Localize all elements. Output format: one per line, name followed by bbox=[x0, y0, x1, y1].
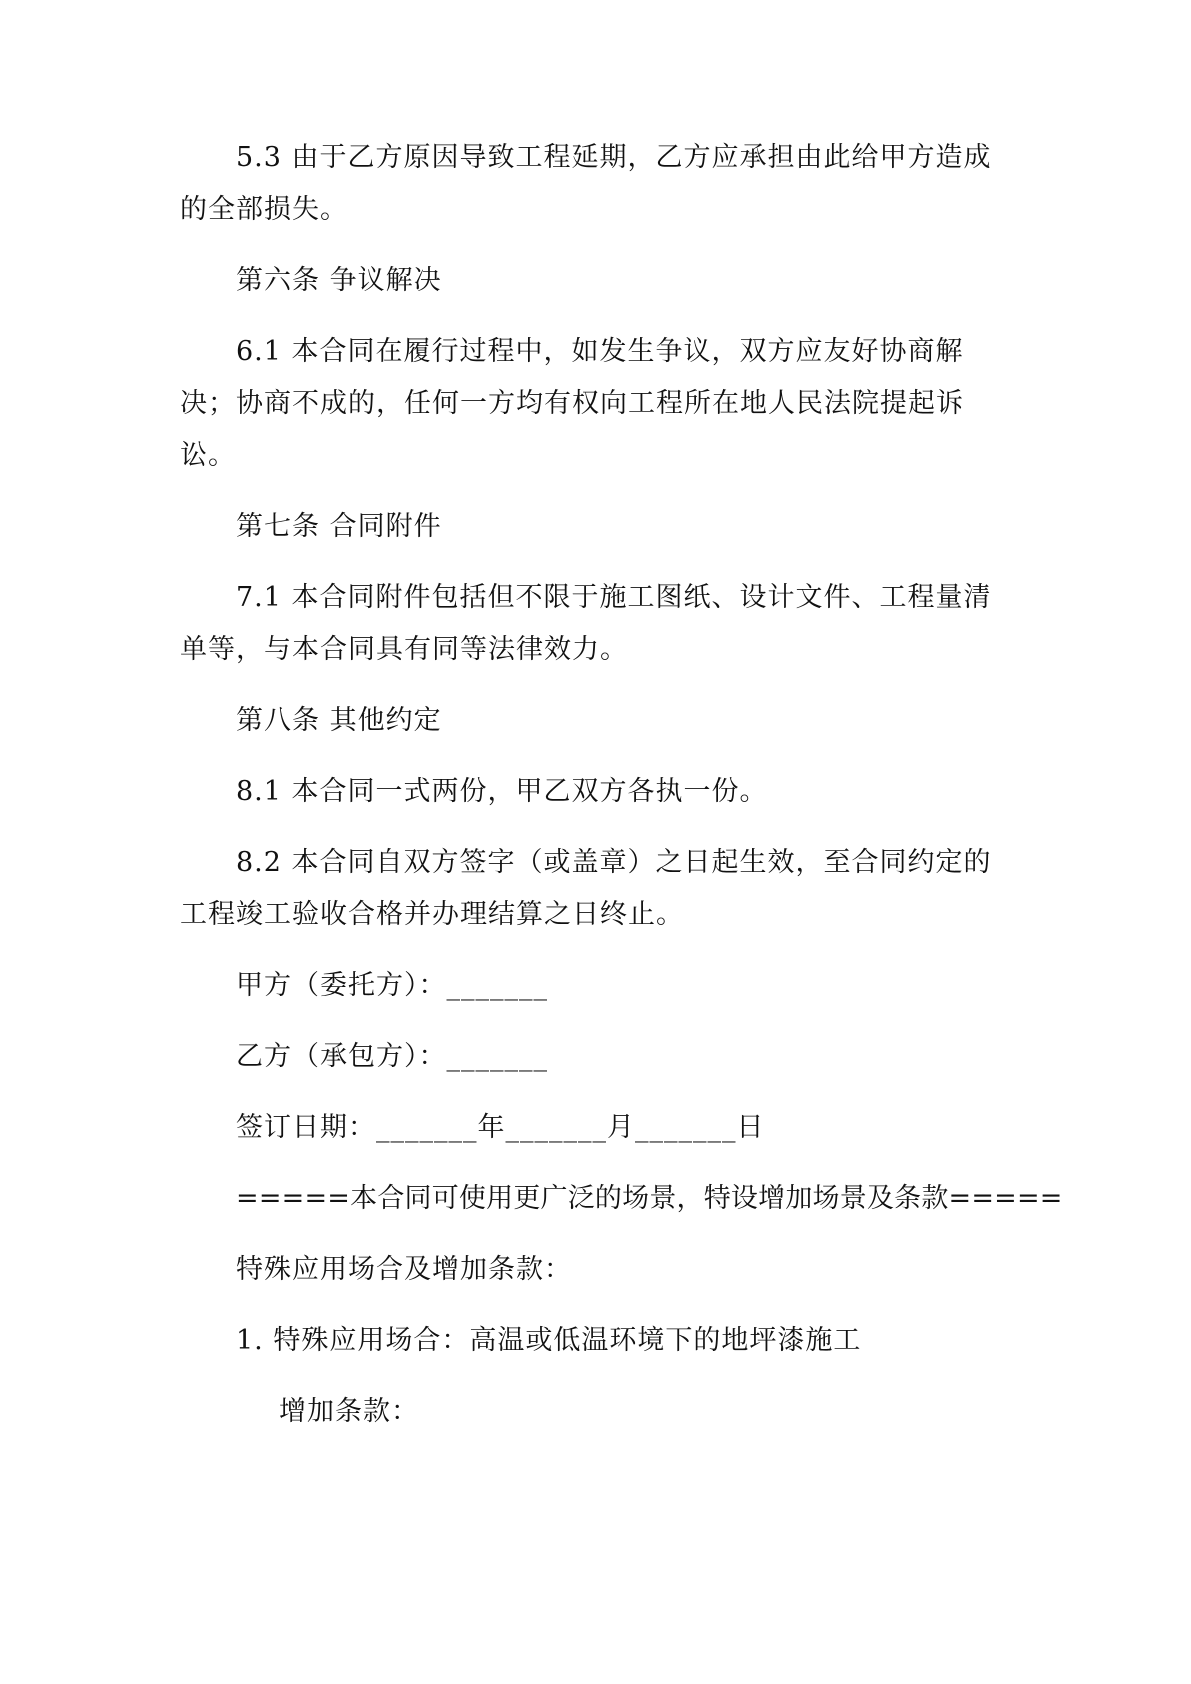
article-7-heading: 第七条 合同附件 bbox=[236, 511, 442, 542]
clause-8-1: 8.1 本合同一式两份，甲乙双方各执一份。 bbox=[236, 776, 768, 807]
special-cases-heading: 特殊应用场合及增加条款： bbox=[236, 1254, 572, 1285]
clause-7-1-line-2: 单等，与本合同具有同等法律效力。 bbox=[180, 634, 628, 665]
extension-divider: =====本合同可使用更广泛的场景，特设增加场景及条款===== bbox=[236, 1183, 1063, 1214]
article-8-heading: 第八条 其他约定 bbox=[236, 705, 442, 736]
additional-clauses-label: 增加条款： bbox=[279, 1396, 419, 1427]
clause-8-2-line-1: 8.2 本合同自双方签字（或盖章）之日起生效，至合同约定的 bbox=[236, 847, 992, 878]
clause-6-1-line-3: 讼。 bbox=[180, 440, 236, 471]
special-case-1: 1. 特殊应用场合：高温或低温环境下的地坪漆施工 bbox=[236, 1325, 862, 1356]
clause-5-3-line-1: 5.3 由于乙方原因导致工程延期，乙方应承担由此给甲方造成 bbox=[236, 142, 992, 173]
clause-5-3-line-2: 的全部损失。 bbox=[180, 194, 348, 225]
party-b-signature-line: 乙方（承包方）：_______ bbox=[236, 1041, 548, 1072]
party-a-signature-line: 甲方（委托方）：_______ bbox=[236, 970, 548, 1001]
signing-date-line: 签订日期：_______年_______月_______日 bbox=[236, 1112, 765, 1143]
clause-6-1-line-1: 6.1 本合同在履行过程中，如发生争议，双方应友好协商解 bbox=[236, 336, 964, 367]
clause-7-1-line-1: 7.1 本合同附件包括但不限于施工图纸、设计文件、工程量清 bbox=[236, 582, 992, 613]
article-6-heading: 第六条 争议解决 bbox=[236, 265, 442, 296]
clause-8-2-line-2: 工程竣工验收合格并办理结算之日终止。 bbox=[180, 899, 684, 930]
clause-6-1-line-2: 决；协商不成的，任何一方均有权向工程所在地人民法院提起诉 bbox=[180, 388, 964, 419]
